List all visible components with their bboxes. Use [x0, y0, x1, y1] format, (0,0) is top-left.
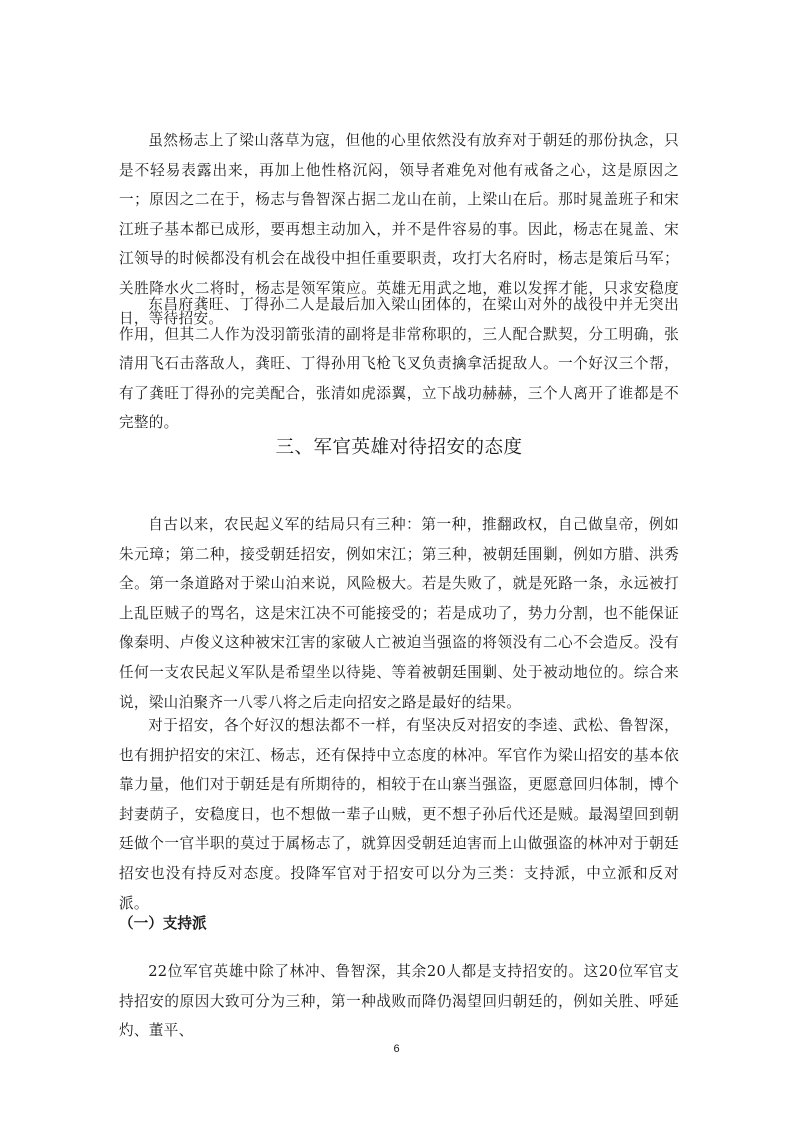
section-heading: 三、军官英雄对待招安的态度 [275, 437, 523, 458]
body-paragraph: 东昌府龚旺、丁得孙二人是最后加入梁山团体的，在梁山对外的战役中并无突出作用，但其二人作为没羽箭张清的副将是非常称职的，三人配合默契，分工明确，张清用飞石击落敌人，龚旺、丁得孙用飞枪飞叉负责擒拿活捉敌人。一个好汉三个帮，有了龚旺丁得孙的完美配合，张清如虎添翼，立下战功赫赫，三个人离开了谁都是不完整的。 [119, 296, 679, 432]
page-number: 6 [393, 1043, 400, 1055]
body-paragraph: 自古以来，农民起义军的结局只有三种：第一种，推翻政权，自己做皇帝，例如朱元璋；第二种，接受朝廷招安，例如宋江；第三种，被朝廷围剿，例如方腊、洪秀全。第一条道路对于梁山泊来说，风险极大。若是失败了，就是死路一条，永远被打上乱臣贼子的骂名，这是宋江决不可能接受的；若是成功了，势力分割，也不能保证像秦明、卢俊义这种被宋江害的家破人亡被迫当强盗的将领没有二心不会造反。没有任何一支农民起义军队是希望坐以待毙、等着被朝廷围剿、处于被动地位的。综合来说，梁山泊聚齐一八零八将之后走向招安之路是最好的结果。 [119, 516, 679, 711]
body-paragraph: 虽然杨志上了梁山落草为寇，但他的心里依然没有放弃对于朝廷的那份执念，只是不轻易表露出来，再加上他性格沉闷，领导者难免对他有戒备之心，这是原因之一；原因之二在于，杨志与鲁智深占据二龙山在前，上梁山在后。那时晁盖班子和宋江班子基本都已成形，要再想主动加入，并不是件容易的事。因此，杨志在晁盖、宋江领导的时候都没有机会在战役中担任重要职责，攻打大名府时，杨志是策后马军；关胜降水火二将时，杨志是领军策应。英雄无用武之地，难以发挥才能，只求安稳度日，等待招安。 [119, 132, 679, 327]
subsection-heading: （一）支持派 [119, 915, 207, 932]
body-paragraph: 对于招安，各个好汉的想法都不一样，有坚决反对招安的李逵、武松、鲁智深，也有拥护招安的宋江、杨志，还有保持中立态度的林冲。军官作为梁山招安的基本依靠力量，他们对于朝廷是有所期待的，相较于在山寨当强盗，更愿意回归体制，博个封妻荫子，安稳度日，也不想做一辈子山贼，更不想子孙后代还是贼。最渴望回到朝廷做个一官半职的莫过于属杨志了，就算因受朝廷迫害而上山做强盗的林冲对于朝廷招安也没有持反对态度。投降军官对于招安可以分为三类：支持派，中立派和反对派。 [119, 717, 679, 912]
body-paragraph: 22位军官英雄中除了林冲、鲁智深，其余20人都是支持招安的。这20位军官支持招安的原因大致可分为三种，第一种战败而降仍渴望回归朝廷的，例如关胜、呼延灼、董平、 [119, 963, 679, 1040]
